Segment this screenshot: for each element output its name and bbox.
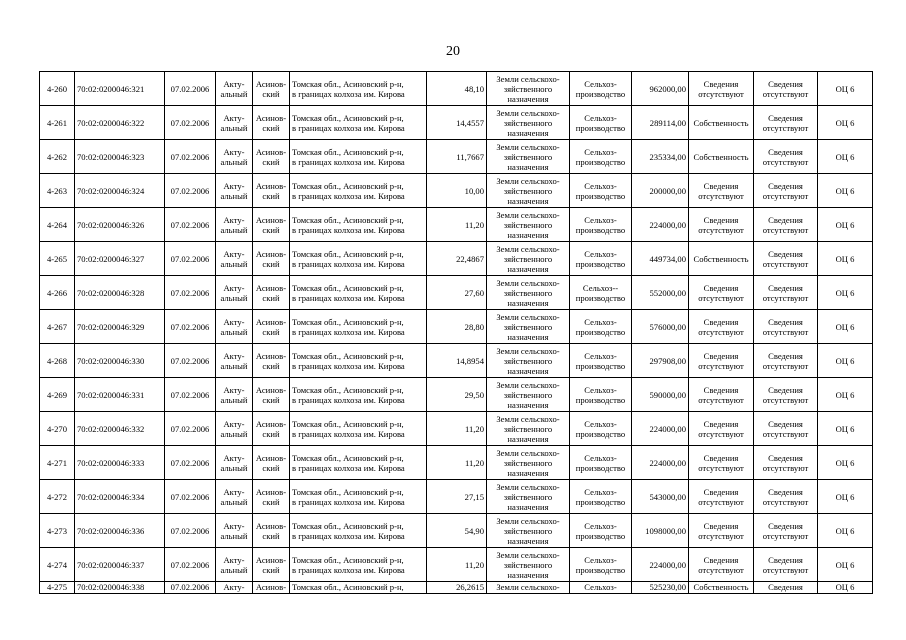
cell-land-category: Земли сельскохо- зяйственного назначения xyxy=(487,174,570,208)
cell-right-type: Сведения отсутствуют xyxy=(689,446,754,480)
cell-area: 11,7667 xyxy=(427,140,487,174)
cell-status: Акту- альный xyxy=(216,72,253,106)
cell-address: Томская обл., Асиновский р-н, в границах колхоза им. Кирова xyxy=(290,344,427,378)
cell-district: Асинов- ский xyxy=(253,174,290,208)
cell-cadastral-value: 224000,00 xyxy=(632,446,689,480)
cell-registration-date: 07.02.2006 xyxy=(165,412,216,446)
cell-cadastral-value: 224000,00 xyxy=(632,548,689,582)
cell-encumbrance: Сведения отсутствуют xyxy=(754,548,818,582)
land-registry-table xyxy=(39,71,873,594)
cell-ocs-code: ОЦ 6 xyxy=(818,344,873,378)
cell-right-type: Собственность xyxy=(689,140,754,174)
cell-row-number: 4-272 xyxy=(40,480,75,514)
cell-registration-date: 07.02.2006 xyxy=(165,72,216,106)
cell-address: Томская обл., Асиновский р-н, в границах колхоза им. Кирова xyxy=(290,174,427,208)
cell-area: 11,20 xyxy=(427,412,487,446)
cell-district: Асинов- xyxy=(253,582,290,594)
cell-encumbrance: Сведения отсутствуют xyxy=(754,276,818,310)
cell-address: Томская обл., Асиновский р-н, в границах колхоза им. Кирова xyxy=(290,208,427,242)
cell-encumbrance: Сведения отсутствуют xyxy=(754,106,818,140)
cell-district: Асинов- ский xyxy=(253,276,290,310)
cell-cadastral-value: 224000,00 xyxy=(632,208,689,242)
cell-area: 27,15 xyxy=(427,480,487,514)
cell-cadastral-number: 70:02:0200046:328 xyxy=(75,276,165,310)
cell-encumbrance: Сведения отсутствуют xyxy=(754,446,818,480)
cell-permitted-use: Сельхоз- производство xyxy=(570,174,632,208)
cell-encumbrance: Сведения отсутствуют xyxy=(754,72,818,106)
cell-cadastral-value: 1098000,00 xyxy=(632,514,689,548)
cell-address: Томская обл., Асиновский р-н, в границах колхоза им. Кирова xyxy=(290,480,427,514)
cell-land-category: Земли сельскохо- зяйственного назначения xyxy=(487,548,570,582)
cell-land-category: Земли сельскохо- зяйственного назначения xyxy=(487,514,570,548)
cell-status: Акту- альный xyxy=(216,106,253,140)
cell-area: 29,50 xyxy=(427,378,487,412)
cell-area: 48,10 xyxy=(427,72,487,106)
cell-encumbrance: Сведения отсутствуют xyxy=(754,140,818,174)
cell-permitted-use: Сельхоз- производство xyxy=(570,480,632,514)
cell-cadastral-value: 297908,00 xyxy=(632,344,689,378)
cell-area: 54,90 xyxy=(427,514,487,548)
cell-cadastral-number: 70:02:0200046:329 xyxy=(75,310,165,344)
cell-row-number: 4-270 xyxy=(40,412,75,446)
cell-address: Томская обл., Асиновский р-н, в границах колхоза им. Кирова xyxy=(290,548,427,582)
cell-permitted-use: Сельхоз- производство xyxy=(570,548,632,582)
cell-district: Асинов- ский xyxy=(253,310,290,344)
cell-right-type: Сведения отсутствуют xyxy=(689,514,754,548)
cell-registration-date: 07.02.2006 xyxy=(165,310,216,344)
cell-cadastral-value: 449734,00 xyxy=(632,242,689,276)
cell-ocs-code: ОЦ 6 xyxy=(818,514,873,548)
cell-encumbrance: Сведения отсутствуют xyxy=(754,242,818,276)
table-row xyxy=(40,140,873,174)
cell-address: Томская обл., Асиновский р-н, в границах колхоза им. Кирова xyxy=(290,514,427,548)
cell-cadastral-number: 70:02:0200046:321 xyxy=(75,72,165,106)
cell-status: Акту- альный xyxy=(216,344,253,378)
table-body xyxy=(40,72,873,594)
cell-right-type: Сведения отсутствуют xyxy=(689,344,754,378)
cell-cadastral-value: 962000,00 xyxy=(632,72,689,106)
cell-right-type: Сведения отсутствуют xyxy=(689,480,754,514)
cell-permitted-use: Сельхоз- производство xyxy=(570,344,632,378)
cell-row-number: 4-271 xyxy=(40,446,75,480)
cell-address: Томская обл., Асиновский р-н, в границах колхоза им. Кирова xyxy=(290,446,427,480)
cell-registration-date: 07.02.2006 xyxy=(165,208,216,242)
cell-land-category: Земли сельскохо- зяйственного назначения xyxy=(487,208,570,242)
cell-status: Акту- альный xyxy=(216,276,253,310)
cell-ocs-code: ОЦ 6 xyxy=(818,310,873,344)
cell-registration-date: 07.02.2006 xyxy=(165,276,216,310)
cell-cadastral-number: 70:02:0200046:337 xyxy=(75,548,165,582)
cell-permitted-use: Сельхоз-- производство xyxy=(570,276,632,310)
cell-area: 11,20 xyxy=(427,548,487,582)
cell-right-type: Собственность xyxy=(689,242,754,276)
cell-permitted-use: Сельхоз- производство xyxy=(570,310,632,344)
cell-district: Асинов- ский xyxy=(253,480,290,514)
cell-address: Томская обл., Асиновский р-н, xyxy=(290,582,427,594)
cell-row-number: 4-264 xyxy=(40,208,75,242)
cell-row-number: 4-269 xyxy=(40,378,75,412)
cell-status: Акту- альный xyxy=(216,548,253,582)
cell-cadastral-value: 576000,00 xyxy=(632,310,689,344)
cell-cadastral-number: 70:02:0200046:330 xyxy=(75,344,165,378)
cell-permitted-use: Сельхоз- производство xyxy=(570,72,632,106)
table-row xyxy=(40,72,873,106)
cell-land-category: Земли сельскохо- зяйственного назначения xyxy=(487,276,570,310)
cell-ocs-code: ОЦ 6 xyxy=(818,446,873,480)
cell-district: Асинов- ский xyxy=(253,446,290,480)
cell-land-category: Земли сельскохо- зяйственного назначения xyxy=(487,446,570,480)
cell-permitted-use: Сельхоз- производство xyxy=(570,412,632,446)
cell-district: Асинов- ский xyxy=(253,140,290,174)
cell-status: Акту- альный xyxy=(216,446,253,480)
cell-status: Акту- альный xyxy=(216,310,253,344)
cell-district: Асинов- ский xyxy=(253,208,290,242)
cell-land-category: Земли сельскохо- зяйственного назначения xyxy=(487,106,570,140)
cell-area: 10,00 xyxy=(427,174,487,208)
cell-land-category: Земли сельскохо- зяйственного назначения xyxy=(487,378,570,412)
table-row xyxy=(40,276,873,310)
cell-encumbrance: Сведения xyxy=(754,582,818,594)
cell-encumbrance: Сведения отсутствуют xyxy=(754,378,818,412)
cell-permitted-use: Сельхоз- производство xyxy=(570,106,632,140)
table-row xyxy=(40,480,873,514)
cell-cadastral-number: 70:02:0200046:334 xyxy=(75,480,165,514)
cell-land-category: Земли сельскохо- зяйственного назначения xyxy=(487,140,570,174)
cell-row-number: 4-268 xyxy=(40,344,75,378)
cell-district: Асинов- ский xyxy=(253,412,290,446)
table-row xyxy=(40,514,873,548)
cell-address: Томская обл., Асиновский р-н, в границах колхоза им. Кирова xyxy=(290,378,427,412)
cell-row-number: 4-261 xyxy=(40,106,75,140)
cell-district: Асинов- ский xyxy=(253,378,290,412)
cell-status: Акту- альный xyxy=(216,208,253,242)
cell-registration-date: 07.02.2006 xyxy=(165,242,216,276)
cell-land-category: Земли сельскохо- зяйственного назначения xyxy=(487,242,570,276)
cell-cadastral-number: 70:02:0200046:331 xyxy=(75,378,165,412)
cell-status: Акту- альный xyxy=(216,480,253,514)
cell-district: Асинов- ский xyxy=(253,242,290,276)
cell-ocs-code: ОЦ 6 xyxy=(818,242,873,276)
cell-status: Акту- альный xyxy=(216,514,253,548)
cell-land-category: Земли сельскохо- зяйственного назначения xyxy=(487,72,570,106)
cell-status: Акту- альный xyxy=(216,242,253,276)
cell-permitted-use: Сельхоз- производство xyxy=(570,514,632,548)
cell-ocs-code: ОЦ 6 xyxy=(818,582,873,594)
cell-area: 27,60 xyxy=(427,276,487,310)
cell-row-number: 4-273 xyxy=(40,514,75,548)
cell-land-category: Земли сельскохо- xyxy=(487,582,570,594)
cell-address: Томская обл., Асиновский р-н, в границах колхоза им. Кирова xyxy=(290,276,427,310)
cell-ocs-code: ОЦ 6 xyxy=(818,208,873,242)
cell-status: Акту- альный xyxy=(216,174,253,208)
cell-status: Акту- xyxy=(216,582,253,594)
table-row xyxy=(40,208,873,242)
cell-permitted-use: Сельхоз- производство xyxy=(570,242,632,276)
cell-ocs-code: ОЦ 6 xyxy=(818,72,873,106)
cell-row-number: 4-274 xyxy=(40,548,75,582)
table-row xyxy=(40,548,873,582)
cell-row-number: 4-275 xyxy=(40,582,75,594)
cell-status: Акту- альный xyxy=(216,140,253,174)
cell-area: 11,20 xyxy=(427,208,487,242)
cell-row-number: 4-266 xyxy=(40,276,75,310)
cell-ocs-code: ОЦ 6 xyxy=(818,276,873,310)
cell-right-type: Собственность xyxy=(689,106,754,140)
cell-cadastral-number: 70:02:0200046:333 xyxy=(75,446,165,480)
cell-row-number: 4-263 xyxy=(40,174,75,208)
cell-cadastral-value: 552000,00 xyxy=(632,276,689,310)
cell-permitted-use: Сельхоз- производство xyxy=(570,208,632,242)
cell-encumbrance: Сведения отсутствуют xyxy=(754,412,818,446)
cell-cadastral-value: 289114,00 xyxy=(632,106,689,140)
cell-area: 14,4557 xyxy=(427,106,487,140)
cell-registration-date: 07.02.2006 xyxy=(165,446,216,480)
cell-permitted-use: Сельхоз- производство xyxy=(570,140,632,174)
cell-ocs-code: ОЦ 6 xyxy=(818,106,873,140)
cell-registration-date: 07.02.2006 xyxy=(165,174,216,208)
cell-right-type: Сведения отсутствуют xyxy=(689,412,754,446)
cell-cadastral-number: 70:02:0200046:324 xyxy=(75,174,165,208)
cell-cadastral-number: 70:02:0200046:338 xyxy=(75,582,165,594)
cell-encumbrance: Сведения отсутствуют xyxy=(754,174,818,208)
table-row xyxy=(40,582,873,594)
cell-address: Томская обл., Асиновский р-н, в границах колхоза им. Кирова xyxy=(290,412,427,446)
table-row xyxy=(40,344,873,378)
cell-right-type: Собственность xyxy=(689,582,754,594)
cell-encumbrance: Сведения отсутствуют xyxy=(754,480,818,514)
cell-cadastral-number: 70:02:0200046:322 xyxy=(75,106,165,140)
cell-ocs-code: ОЦ 6 xyxy=(818,378,873,412)
cell-ocs-code: ОЦ 6 xyxy=(818,548,873,582)
cell-cadastral-value: 235334,00 xyxy=(632,140,689,174)
cell-ocs-code: ОЦ 6 xyxy=(818,140,873,174)
cell-status: Акту- альный xyxy=(216,412,253,446)
cell-registration-date: 07.02.2006 xyxy=(165,514,216,548)
cell-district: Асинов- ский xyxy=(253,548,290,582)
table-row xyxy=(40,242,873,276)
cell-address: Томская обл., Асиновский р-н, в границах колхоза им. Кирова xyxy=(290,242,427,276)
cell-encumbrance: Сведения отсутствуют xyxy=(754,208,818,242)
table-row xyxy=(40,174,873,208)
cell-row-number: 4-262 xyxy=(40,140,75,174)
cell-district: Асинов- ский xyxy=(253,344,290,378)
cell-encumbrance: Сведения отсутствуют xyxy=(754,310,818,344)
cell-area: 28,80 xyxy=(427,310,487,344)
cell-land-category: Земли сельскохо- зяйственного назначения xyxy=(487,412,570,446)
table-row xyxy=(40,310,873,344)
cell-status: Акту- альный xyxy=(216,378,253,412)
cell-right-type: Сведения отсутствуют xyxy=(689,310,754,344)
cell-right-type: Сведения отсутствуют xyxy=(689,208,754,242)
table-row xyxy=(40,446,873,480)
cell-cadastral-number: 70:02:0200046:327 xyxy=(75,242,165,276)
cell-right-type: Сведения отсутствуют xyxy=(689,548,754,582)
cell-registration-date: 07.02.2006 xyxy=(165,582,216,594)
cell-permitted-use: Сельхоз- xyxy=(570,582,632,594)
cell-cadastral-number: 70:02:0200046:336 xyxy=(75,514,165,548)
cell-ocs-code: ОЦ 6 xyxy=(818,412,873,446)
cell-cadastral-value: 543000,00 xyxy=(632,480,689,514)
cell-registration-date: 07.02.2006 xyxy=(165,378,216,412)
cell-cadastral-value: 525230,00 xyxy=(632,582,689,594)
cell-ocs-code: ОЦ 6 xyxy=(818,480,873,514)
cell-area: 14,8954 xyxy=(427,344,487,378)
cell-right-type: Сведения отсутствуют xyxy=(689,72,754,106)
cell-area: 22,4867 xyxy=(427,242,487,276)
cell-district: Асинов- ский xyxy=(253,72,290,106)
cell-cadastral-value: 224000,00 xyxy=(632,412,689,446)
table-row xyxy=(40,412,873,446)
cell-registration-date: 07.02.2006 xyxy=(165,140,216,174)
cell-district: Асинов- ский xyxy=(253,106,290,140)
cell-cadastral-number: 70:02:0200046:332 xyxy=(75,412,165,446)
cell-cadastral-number: 70:02:0200046:326 xyxy=(75,208,165,242)
cell-encumbrance: Сведения отсутствуют xyxy=(754,344,818,378)
table-row xyxy=(40,378,873,412)
cell-ocs-code: ОЦ 6 xyxy=(818,174,873,208)
cell-land-category: Земли сельскохо- зяйственного назначения xyxy=(487,310,570,344)
cell-right-type: Сведения отсутствуют xyxy=(689,174,754,208)
cell-registration-date: 07.02.2006 xyxy=(165,106,216,140)
cell-cadastral-value: 590000,00 xyxy=(632,378,689,412)
cell-registration-date: 07.02.2006 xyxy=(165,344,216,378)
cell-row-number: 4-265 xyxy=(40,242,75,276)
cell-area: 26,2615 xyxy=(427,582,487,594)
cell-encumbrance: Сведения отсутствуют xyxy=(754,514,818,548)
cell-cadastral-value: 200000,00 xyxy=(632,174,689,208)
page-number: 20 xyxy=(446,44,460,59)
cell-address: Томская обл., Асиновский р-н, в границах колхоза им. Кирова xyxy=(290,106,427,140)
cell-right-type: Сведения отсутствуют xyxy=(689,276,754,310)
cell-cadastral-number: 70:02:0200046:323 xyxy=(75,140,165,174)
cell-registration-date: 07.02.2006 xyxy=(165,548,216,582)
cell-area: 11,20 xyxy=(427,446,487,480)
cell-permitted-use: Сельхоз- производство xyxy=(570,446,632,480)
cell-land-category: Земли сельскохо- зяйственного назначения xyxy=(487,344,570,378)
table-row xyxy=(40,106,873,140)
cell-district: Асинов- ский xyxy=(253,514,290,548)
cell-registration-date: 07.02.2006 xyxy=(165,480,216,514)
cell-right-type: Сведения отсутствуют xyxy=(689,378,754,412)
cell-row-number: 4-267 xyxy=(40,310,75,344)
cell-address: Томская обл., Асиновский р-н, в границах колхоза им. Кирова xyxy=(290,310,427,344)
cell-address: Томская обл., Асиновский р-н, в границах колхоза им. Кирова xyxy=(290,72,427,106)
cell-address: Томская обл., Асиновский р-н, в границах колхоза им. Кирова xyxy=(290,140,427,174)
cell-row-number: 4-260 xyxy=(40,72,75,106)
cell-land-category: Земли сельскохо- зяйственного назначения xyxy=(487,480,570,514)
cell-permitted-use: Сельхоз- производство xyxy=(570,378,632,412)
